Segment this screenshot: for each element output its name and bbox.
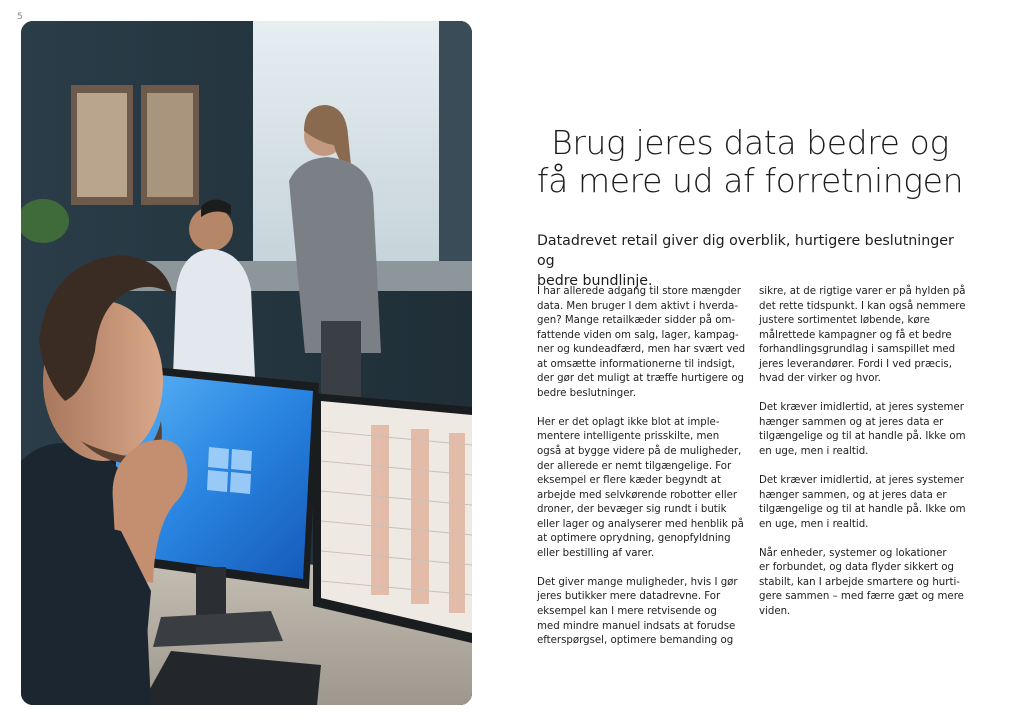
body-line: det rette tidspunkt. I kan også nemmere <box>759 300 966 312</box>
body-line: at optimere oprydning, genopfyldning <box>537 533 731 545</box>
body-line: hænger sammen, og at jeres data er <box>759 489 947 501</box>
body-line: jeres leverandører. Fordi I ved præcis, <box>759 358 952 370</box>
body-line: eksempel er flere kæder begyndt at <box>537 475 722 487</box>
body-line: gere sammen – med færre gæt og mere <box>759 591 964 603</box>
body-line: hvad der virker og hvor. <box>759 373 882 385</box>
body-line: fattende viden om salg, lager, kampag- <box>537 329 739 341</box>
body-line: I har allerede adgang til store mængder <box>537 286 741 297</box>
body-line: eksempel kan I mere retvisende og <box>537 606 717 618</box>
body-line: eller bestilling af varer. <box>537 547 655 559</box>
body-line: arbejde med selvkørende robotter eller <box>537 489 738 501</box>
body-line: tilgængelige og til at handle på. Ikke om <box>759 504 966 516</box>
body-line: eller lager og analyserer med henblik på <box>537 518 744 530</box>
body-line: jeres butikker mere datadrevne. For <box>537 591 721 603</box>
lead-line: Datadrevet retail giver dig overblik, hurtigere beslutninger og <box>537 233 954 269</box>
body-line: tilgængelige og til at handle på. Ikke om <box>759 431 966 443</box>
office-photo <box>21 21 472 705</box>
body-paragraph <box>759 547 969 620</box>
body-line: justere sortimentet løbende, køre <box>759 315 930 327</box>
body-paragraph <box>759 285 969 387</box>
body-paragraph <box>759 401 969 459</box>
lead-paragraph <box>537 231 957 291</box>
title-line: Brug jeres data bedre og <box>551 123 949 162</box>
body-paragraph <box>537 416 747 561</box>
body-paragraph <box>537 285 747 401</box>
body-line: med mindre manuel indsats at forudse <box>537 620 736 632</box>
body-line: hænger sammen og at jeres data er <box>759 416 944 428</box>
body-line: efterspørgsel, optimere bemanding og <box>537 635 734 647</box>
body-paragraph <box>759 474 969 532</box>
body-column-left <box>537 285 747 663</box>
body-line: sikre, at de rigtige varer er på hylden på <box>759 286 966 297</box>
page-number: 5 <box>17 12 23 22</box>
body-line: der gør det muligt at træffe hurtigere og <box>537 373 745 385</box>
body-line: viden. <box>759 606 791 618</box>
body-line: bedre beslutninger. <box>537 387 636 399</box>
body-column-right <box>759 285 969 634</box>
body-line: stabilt, kan I arbejde smartere og hurti- <box>759 576 960 588</box>
body-line: Det kræver imidlertid, at jeres systemer <box>759 475 964 487</box>
body-line: Det giver mange muligheder, hvis I gør <box>537 576 738 588</box>
body-line: ner og kundeadfærd, men har svært ved <box>537 344 746 356</box>
body-paragraph <box>537 576 747 649</box>
body-line: droner, der bevæger sig rundt i butik <box>537 504 727 516</box>
body-line: forhandlingsgrundlag i samspillet med <box>759 344 956 356</box>
body-line: gen? Mange retailkæder sidder på om- <box>537 315 736 327</box>
body-line: mentere intelligente prisskilte, men <box>537 431 720 443</box>
body-line: Her er det oplagt ikke blot at imple- <box>537 416 720 428</box>
lead-line: bedre bundlinje. <box>537 273 653 289</box>
body-line: at omsætte informationerne til indsigt, <box>537 358 735 370</box>
body-line: målrettede kampagner og få et bedre <box>759 329 952 341</box>
title-line: få mere ud af forretningen <box>536 161 964 200</box>
page-title <box>520 124 980 200</box>
body-line: data. Men bruger I dem aktivt i hverda- <box>537 300 739 312</box>
body-line: Når enheder, systemer og lokationer <box>759 547 947 559</box>
body-line: også at bygge videre på de muligheder, <box>537 446 742 458</box>
body-line: der allerede er nemt tilgængelige. For <box>537 460 732 472</box>
body-line: er forbundet, og data flyder sikkert og <box>759 562 954 574</box>
body-line: Det kræver imidlertid, at jeres systemer <box>759 402 964 414</box>
body-line: en uge, men i realtid. <box>759 446 869 458</box>
body-line: en uge, men i realtid. <box>759 518 869 530</box>
